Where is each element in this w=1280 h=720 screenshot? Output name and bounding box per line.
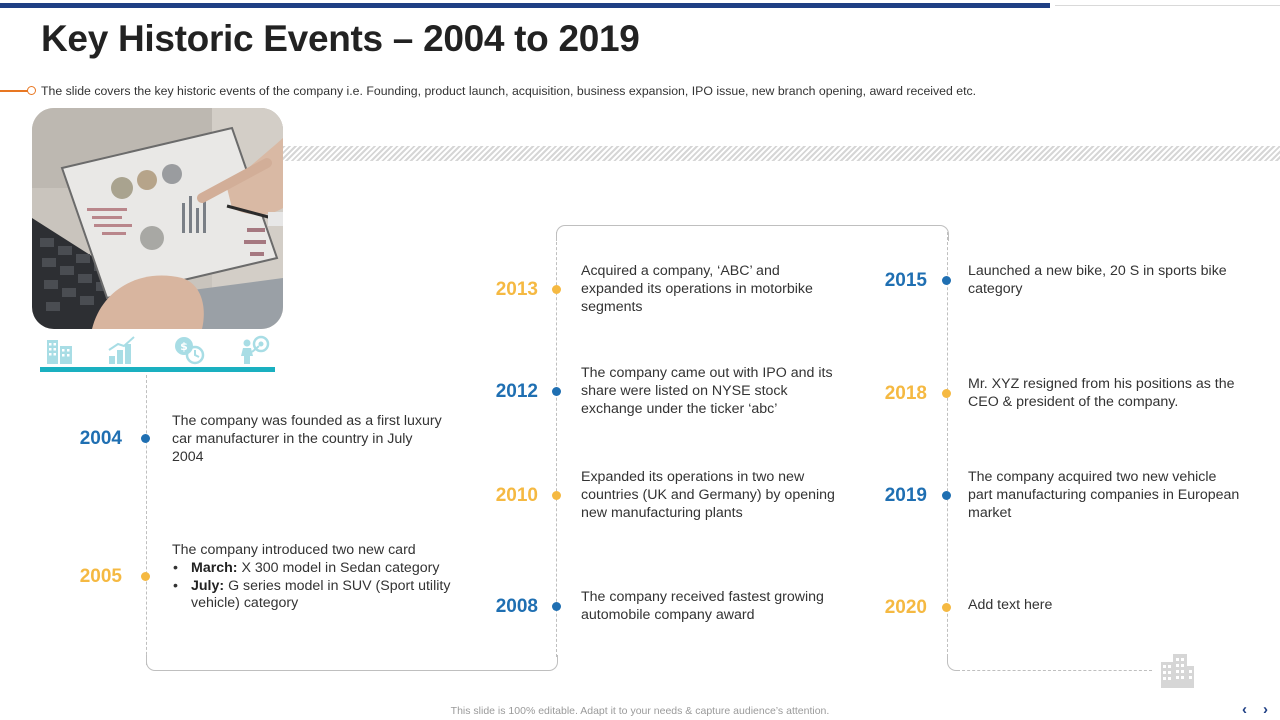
timeline-connector-top [556,225,949,241]
event-2005-text [172,542,462,613]
hatched-divider [283,146,1280,161]
timeline-dot-2004 [141,434,150,443]
timeline-end-line [957,670,1152,671]
timeline-dot-2005 [141,572,150,581]
list-item [172,578,462,614]
timeline-end-curve [947,655,957,671]
year-2004: 2004 [79,428,122,449]
event-2005-intro: The company introduced two new card [172,542,416,558]
prev-slide-button[interactable]: ‹ [1242,701,1247,718]
timeline-dot-2019 [942,491,951,500]
footer-note: This slide is 100% editable. Adapt it to your needs & capture audience’s attention. [450,705,830,717]
timeline-dot-2020 [942,603,951,612]
building-icon [1158,652,1196,688]
timeline-line-middle [556,232,557,657]
icons-row [40,334,275,368]
timeline-dot-2012 [552,387,561,396]
year-2008: 2008 [495,596,538,617]
event-2013-text: Acquired a company, ‘ABC’ and expanded its operations in motorbike segments [581,263,813,315]
year-2013: 2013 [495,279,538,300]
icons-underline-bar [40,367,275,372]
event-2012-text: The company came out with IPO and its share were listed on NYSE stock exchange under the ticker ‘abc’ [581,365,833,417]
timeline-dot-2008 [552,602,561,611]
next-slide-button[interactable]: › [1263,701,1268,718]
page-subtitle: The slide covers the key historic events of the company i.e. Founding, product launch, acquisition, business expansion, IPO issue, new branch opening, award received etc. [41,84,977,98]
page-title: Key Historic Events – 2004 to 2019 [41,18,640,59]
year-2005: 2005 [79,566,122,587]
event-2010-text: Expanded its operations in two new countries (UK and Germany) by opening new manufacturing plants [581,469,835,521]
year-2020: 2020 [884,597,927,618]
year-2010: 2010 [495,485,538,506]
event-2015-text: Launched a new bike, 20 S in sports bike category [968,263,1227,297]
event-2019-text: The company acquired two new vehicle part manufacturing companies in European market [968,469,1240,521]
bullet-label-july: July: [191,577,225,594]
bullet-label-march: March: [191,559,238,576]
bar-chart-icon [106,334,138,366]
subtitle-accent-line [0,90,28,92]
svg-text:$: $ [180,340,188,353]
bullet-text-march: X 300 model in Sedan category [237,559,440,576]
timeline-dot-2018 [942,389,951,398]
event-2004-text: The company was founded as a first luxury car manufacturer in the country in July 2004 [172,413,442,465]
subtitle-accent-dot [27,86,36,95]
header-photo [32,108,283,329]
bullet-text-july: G series model in SUV (Sport utility vehicle) category [191,577,451,612]
buildings-icon [44,334,76,366]
money-clock-icon [173,334,205,366]
timeline-dot-2015 [942,276,951,285]
top-accent-line [1055,5,1280,6]
event-2020-text: Add text here [968,597,1053,613]
year-2012: 2012 [495,381,538,402]
top-accent-bar [0,3,1050,8]
event-2005-list [172,560,462,613]
event-2008-text: The company received fastest growing automobile company award [581,589,824,623]
year-2018: 2018 [884,383,927,404]
list-item [172,560,462,578]
timeline-dot-2010 [552,491,561,500]
timeline-line-right [947,232,948,657]
year-2015: 2015 [884,270,927,291]
event-2018-text: Mr. XYZ resigned from his positions as the CEO & president of the company. [968,376,1235,410]
person-target-icon [238,334,270,366]
timeline-connector-bottom-left [146,655,558,671]
timeline-dot-2013 [552,285,561,294]
year-2019: 2019 [884,485,927,506]
timeline-line-left [146,375,147,665]
